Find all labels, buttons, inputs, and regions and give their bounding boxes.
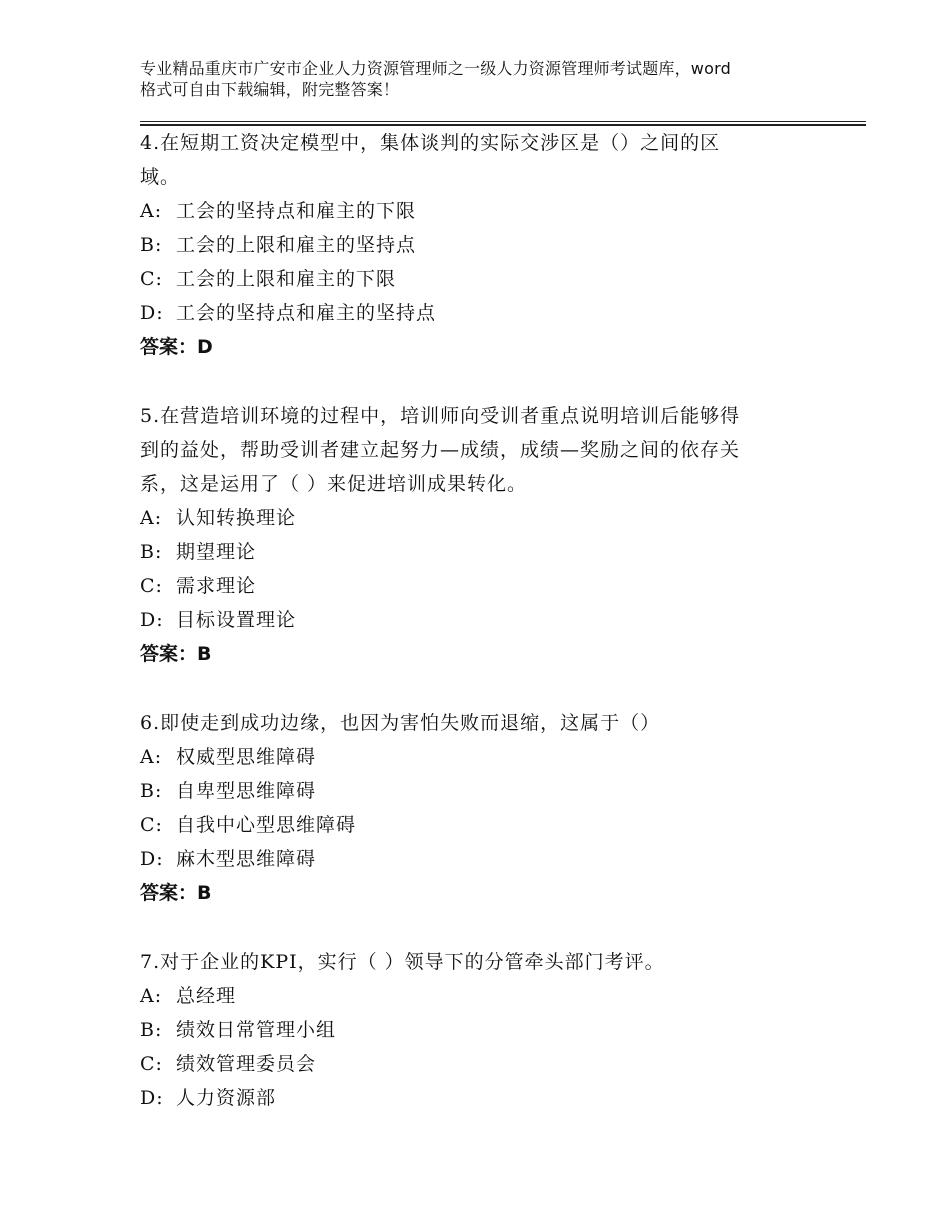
option-text: 工会的坚持点和雇主的坚持点 <box>176 302 437 324</box>
option-letter: A: <box>140 746 163 768</box>
answer-option <box>140 296 840 330</box>
question-block <box>140 945 840 1115</box>
option-letter: B: <box>140 541 163 563</box>
option-letter: A: <box>140 507 163 529</box>
answer-option <box>140 842 840 876</box>
question-text: 4.在短期工资决定模型中，集体谈判的实际交涉区是（）之间的区 <box>140 132 721 154</box>
question-block <box>140 399 840 671</box>
option-letter: C: <box>140 1053 163 1075</box>
option-letter: D: <box>140 848 164 870</box>
answer-option <box>140 1047 840 1081</box>
question-text: 7.对于企业的KPI，实行（ ）领导下的分管牵头部门考评。 <box>140 951 665 973</box>
option-text: 人力资源部 <box>176 1087 277 1109</box>
option-letter: C: <box>140 575 163 597</box>
option-text: 期望理论 <box>176 541 257 563</box>
page-header <box>140 58 830 100</box>
option-text: 绩效日常管理小组 <box>176 1019 337 1041</box>
question-spacer <box>140 910 840 945</box>
option-text: 权威型思维障碍 <box>176 746 317 768</box>
header-line-1: 专业精品重庆市广安市企业人力资源管理师之一级人力资源管理师考试题库，word <box>140 59 731 78</box>
answer-option <box>140 979 840 1013</box>
option-text: 目标设置理论 <box>176 609 297 631</box>
question-block <box>140 706 840 910</box>
answer-option <box>140 808 840 842</box>
answer-option <box>140 569 840 603</box>
option-letter: A: <box>140 985 163 1007</box>
option-letter: B: <box>140 234 163 256</box>
option-letter: D: <box>140 1087 164 1109</box>
option-text: 工会的上限和雇主的下限 <box>176 268 397 290</box>
question-spacer <box>140 671 840 706</box>
answer-option <box>140 603 840 637</box>
answer-key: 答案：B <box>140 882 212 904</box>
option-letter: B: <box>140 780 163 802</box>
option-letter: A: <box>140 200 163 222</box>
question-list <box>140 126 840 1115</box>
answer-option <box>140 501 840 535</box>
question-block <box>140 126 840 364</box>
option-text: 认知转换理论 <box>176 507 297 529</box>
answer-option <box>140 228 840 262</box>
question-text: 系，这是运用了（ ）来促进培训成果转化。 <box>140 473 528 495</box>
answer-option <box>140 774 840 808</box>
option-text: 自卑型思维障碍 <box>176 780 317 802</box>
answer-option <box>140 535 840 569</box>
option-text: 工会的上限和雇主的坚持点 <box>176 234 417 256</box>
answer-option <box>140 740 840 774</box>
option-letter: D: <box>140 609 164 631</box>
option-letter: C: <box>140 814 163 836</box>
question-text: 5.在营造培训环境的过程中，培训师向受训者重点说明培训后能够得 <box>140 405 741 427</box>
option-text: 工会的坚持点和雇主的下限 <box>176 200 417 222</box>
option-text: 总经理 <box>176 985 237 1007</box>
header-rule-thin <box>140 121 866 122</box>
option-letter: D: <box>140 302 164 324</box>
answer-key: 答案：B <box>140 643 212 665</box>
option-letter: C: <box>140 268 163 290</box>
option-text: 绩效管理委员会 <box>176 1053 317 1075</box>
answer-option <box>140 1013 840 1047</box>
question-text: 到的益处，帮助受训者建立起努力—成绩，成绩—奖励之间的依存关 <box>140 439 741 461</box>
question-text: 域。 <box>140 166 181 188</box>
answer-option <box>140 262 840 296</box>
question-text: 6.即使走到成功边缘，也因为害怕失败而退缩，这属于（） <box>140 712 661 734</box>
option-letter: B: <box>140 1019 163 1041</box>
answer-option <box>140 194 840 228</box>
header-line-2: 格式可自由下载编辑，附完整答案！ <box>140 80 400 99</box>
option-text: 需求理论 <box>176 575 257 597</box>
answer-key: 答案：D <box>140 336 213 358</box>
option-text: 自我中心型思维障碍 <box>176 814 357 836</box>
answer-option <box>140 1081 840 1115</box>
option-text: 麻木型思维障碍 <box>176 848 317 870</box>
question-spacer <box>140 364 840 399</box>
